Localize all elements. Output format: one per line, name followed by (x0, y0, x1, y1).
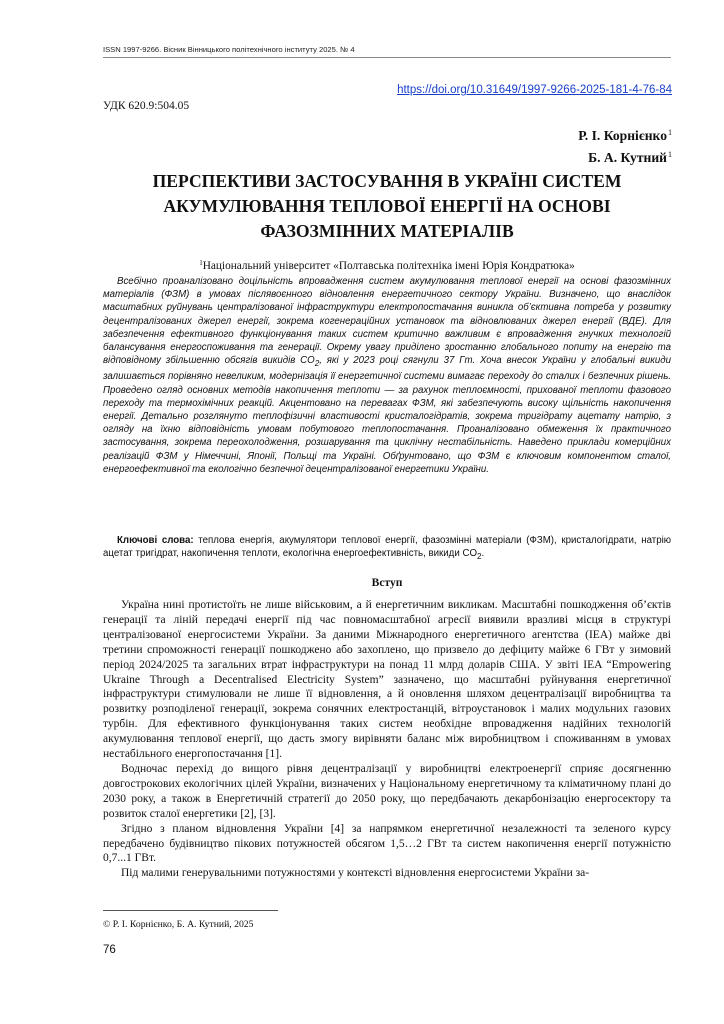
subscript: 2 (314, 359, 320, 369)
author (578, 123, 672, 145)
affiliation-text: Національний університет «Полтавська політехніка імені Юрія Кондратюка» (202, 260, 575, 272)
affiliation-mark: 1 (668, 150, 672, 159)
subscript: 2 (476, 552, 482, 562)
body-paragraph: Під малими генерувальними потужностями у контексті відновлення енергосистеми України за- (121, 867, 590, 880)
footnote-divider (103, 910, 278, 911)
keywords-end: . (481, 548, 485, 560)
author (578, 145, 672, 167)
body-paragraph: Україна нині протистоїть не лише військовим, а й енергетичним викликам. Масштабні пошкодження об’єктів генерації та ліній передачі енергії під час повномасштабної агресії виявили вразливі місця в структурі централізованої енергосистеми України. За даними Міжнародного енергетичного агентства (IEA) майже дві третини спроможності генерації пошкоджено або захоплено, що призвело до дефіциту майже 6 ГВт у зимовий період 2024/2025 та загальних втрат інфраструктури на понад 11 млрд доларів США. У звіті IEA “Empowering Ukraine Through a Decentralised Electricity System” зазначено, що масштабні руйнування енергетичної інфраструктури стимулювали не лише її відновлення, а й оновлення шляхом децентралізації виробництва та розвитку розподіленої генерації, зокрема сонячних електростанцій, вітроустановок і малих модульних газових турбін. Для ефективного функціонування таких систем необхідне впровадження надійних технологій акумулювання теплової енергії, що дасть змогу вирівняти баланс між виробництвом і споживанням в умовах нестабільного енергопостачання [1]. (103, 599, 671, 761)
body-text (103, 598, 671, 881)
abstract-text: Всебічно проаналізовано доцільність впровадження систем акумулювання теплової енергії на основі фазозмінних матеріалів (ФЗМ) в умовах післявоєнного відновлення енергетичного сектору України. Визначено, що внаслідок масштабних руйнувань централізованої інфраструктури електропостачання виникла об’єктивна потреба у розвитку децентралізованих джерел енергії, зокрема когенераційних установок та відновлюваних джерел енергії (ВДЕ). Для забезпечення ефективного функціонування таких систем критично важливим є впровадження гнучких технологій балансування енергоспоживання та генерації. Окрему увагу приділено зростанню глобального попиту на енергію та відповідному збільшенню обсягів викидів CO (103, 276, 671, 367)
author-list (578, 123, 672, 167)
affiliation-mark: 1 (668, 128, 672, 137)
section-heading: Вступ (371, 577, 403, 589)
udc-code: УДК 620.9:504.05 (103, 100, 190, 112)
abstract-text-continued: , які у 2023 році сягнули 37 Гт. Хоча внесок України у глобальні викиди залишається порівняно невеликим, модернізація її енергетичної системи вимагає переходу до сталих і безпечних рішень. Проведено огляд основних методів накопичення теплоти — за рахунок теплоємності, прихованої теплоти фазового переходу та термохімічних реакцій. Акцентовано на перевагах ФЗМ, які забезпечують високу щільність накопичення енергії. Детально розглянуто теплофізичні властивості кристалогідратів, зокрема тригідрату ацетату натрію, з огляду на їхню відповідність умовам побутового теплопостачання. Проаналізовано обмеження їх практичного застосування, зокрема переохолодження, розшарування та циклічну нестабільність. Наведено приклади комерційних реалізацій ФЗМ у Німеччині, Японії, Польщі та Україні. Обґрунтовано, що ФЗМ є ключовим компонентом сталої, енергоефективної та екологічно безпечної децентралізованої енергетики України. (103, 355, 671, 475)
body-paragraph: Водночас перехід до вищого рівня децентралізації у виробництві електроенергії сприяє досягненню довгострокових екологічних цілей України, визначених у Національному енергетичному та кліматичному плані до 2030 року, а також в Енергетичній стратегії до 2050 року, що передбачають декарбонізацію енергосектору та розвиток сталої енергетики [2], [3]. (103, 762, 671, 820)
paper-title: ПЕРСПЕКТИВИ ЗАСТОСУВАННЯ В УКРАЇНІ СИСТЕМ АКУМУЛЮВАННЯ ТЕПЛОВОЇ ЕНЕРГІЇ НА ОСНОВІ ФАЗОЗМІННИХ МАТЕРІАЛІВ (152, 171, 622, 241)
running-head: ISSN 1997-9266. Вісник Вінницького політехнічного інституту 2025. № 4 (103, 45, 355, 54)
author-name: Р. І. Корнієнко (578, 128, 667, 143)
keywords (103, 534, 671, 563)
author-name: Б. А. Кутний (588, 150, 667, 165)
doi-link[interactable]: https://doi.org/10.31649/1997-9266-2025-181-4-76-84 (397, 84, 672, 96)
header-divider (103, 57, 671, 58)
affiliation-mark: 1 (199, 259, 203, 267)
affiliation (103, 259, 671, 272)
page-number: 76 (103, 944, 116, 956)
keywords-label: Ключові слова: (117, 535, 194, 546)
abstract (103, 275, 671, 476)
body-paragraph: Згідно з планом відновлення України [4] за напрямком енергетичної незалежності та зеленого курсу передбачено будівництво пікових потужностей обсягом 1,5…2 ГВт та систем накопичення енергії потужністю 0,7...1 ГВт. (103, 822, 671, 865)
copyright-footnote: © Р. І. Корнієнко, Б. А. Кутний, 2025 (103, 919, 254, 930)
keywords-text: теплова енергія, акумулятори теплової енергії, фазозмінні матеріали (ФЗМ), кристалогідрати, натрію ацетат тригідрат, накопичення теплоти, екологічна енергоефективність, викиди CO (103, 535, 671, 560)
